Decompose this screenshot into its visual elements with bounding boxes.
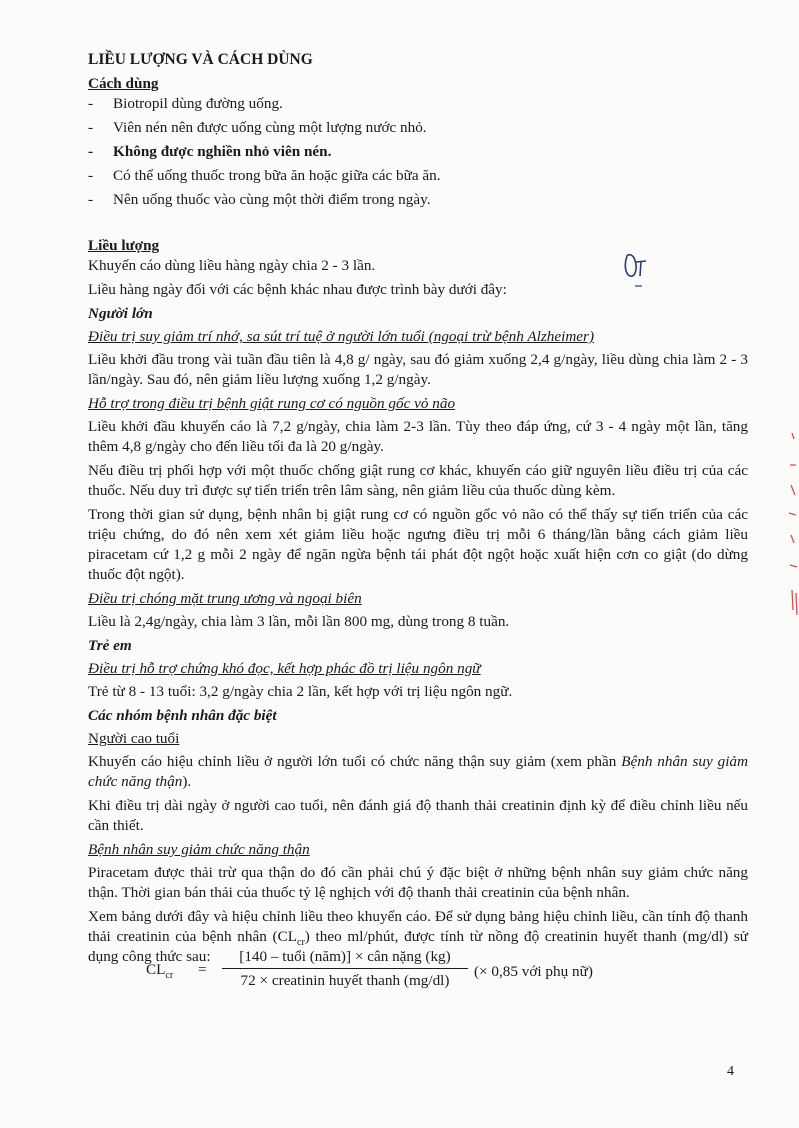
subsection-title: Điều trị suy giảm trí nhớ, sa sút trí tuệ ở người lớn tuổi (ngoại trừ bệnh Alzheimer) — [88, 328, 595, 345]
formula-note: (× 0,85 với phụ nữ) — [474, 963, 593, 980]
handwritten-initials-mark — [622, 250, 652, 294]
paragraph: Nếu điều trị phối hợp với một thuốc chống giật rung cơ khác, khuyến cáo giữ nguyên liều điều trị của các thuốc. Nếu duy trì được sự tiến triển trên lâm sàng, nên giảm liều của thuốc dùng kèm. — [88, 462, 748, 499]
page-title: LIỀU LƯỢNG VÀ CÁCH DÙNG — [88, 51, 313, 68]
cross-reference: Bệnh nhân suy giảm chức năng thận — [88, 753, 748, 790]
text-run: Xem bảng dưới đây và hiệu chỉnh liều theo khuyến cáo. Để sử dụng bảng hiệu chỉnh liều, cần tính độ thanh thải creatinin của bệnh nhân (CL — [88, 908, 748, 945]
formula-symbol: CL — [146, 961, 166, 978]
formula-numerator: [140 – tuổi (năm)] × cân nặng (kg) — [239, 948, 451, 965]
list-item-warning: - Không được nghiền nhỏ viên nén. — [88, 142, 748, 162]
paragraph: Piracetam được thải trừ qua thận do đó cần phải chú ý đặc biệt ở những bệnh nhân suy giảm chức năng thận. Thời gian bán thải của thuốc tỷ lệ nghịch với độ thanh thải creatinin của bệnh nhân. — [88, 864, 748, 901]
formula-fraction — [222, 947, 468, 991]
text-run: ). — [182, 773, 192, 790]
paragraph: Khi điều trị dài ngày ở người cao tuổi, nên đánh giá độ thanh thải creatinin định kỳ để điều chỉnh liều nếu cần thiết. — [88, 797, 748, 834]
usage-list — [88, 94, 748, 210]
list-item: - Viên nén nên được uống cùng một lượng nước nhỏ. — [88, 118, 748, 138]
formula-equals: = — [198, 961, 207, 978]
document-page — [88, 50, 748, 971]
formula-lhs — [146, 960, 173, 980]
section-heading-cach-dung: Cách dùng — [88, 75, 159, 92]
margin-stamp-fragment — [782, 425, 799, 625]
page-number: 4 — [727, 1064, 734, 1079]
subsection-title: Hỗ trợ trong điều trị bệnh giật rung cơ có nguồn gốc vỏ não — [88, 395, 456, 412]
formula-subscript: cr — [165, 970, 174, 982]
section-heading-lieu-luong: Liều lượng — [88, 237, 160, 254]
paragraph: Liều khởi đầu khuyến cáo là 7,2 g/ngày, chia làm 2-3 lần. Tùy theo đáp ứng, cứ 3 - 4 ngày một lần, tăng thêm 4,8 g/ngày cho đến liều tối đa là 20 g/ngày. — [88, 418, 748, 455]
fraction-bar — [222, 968, 468, 969]
subsection-title: Điều trị hỗ trợ chứng khó đọc, kết hợp phác đồ trị liệu ngôn ngữ — [88, 660, 481, 677]
paragraph: Liều khởi đầu trong vài tuần đầu tiên là 4,8 g/ ngày, sau đó giảm xuống 2,4 g/ngày, liều dùng chia làm 2 - 3 lần/ngày. Sau đó, nên giảm liều lượng xuống 1,2 g/ngày. — [88, 351, 748, 388]
paragraph: Liều hàng ngày đối với các bệnh khác nhau được trình bày dưới đây: — [88, 281, 507, 298]
text-run: ) theo ml/phút, được tính từ nồng độ creatinin huyết thanh (mg/dl) sử dụng công thức sau: — [88, 928, 748, 965]
list-item: - Có thể uống thuốc trong bữa ăn hoặc giữa các bữa ăn. — [88, 166, 748, 186]
creatinine-clearance-formula — [146, 947, 746, 997]
section-spacer — [88, 214, 748, 236]
list-item: - Nên uống thuốc vào cùng một thời điểm trong ngày. — [88, 190, 748, 210]
group-heading-children: Trẻ em — [88, 637, 132, 654]
paragraph: Khuyến cáo dùng liều hàng ngày chia 2 - 3 lần. — [88, 257, 376, 274]
group-heading-special: Các nhóm bệnh nhân đặc biệt — [88, 707, 277, 724]
paragraph: Trong thời gian sử dụng, bệnh nhân bị giật rung cơ có nguồn gốc vỏ não có thể thấy sự tiến triển của các triệu chứng, do đó nên xem xét giảm liều hoặc ngưng điều trị mỗi 6 tháng/lần bằng cách giảm liều piracetam cứ 1,2 g mỗi 2 ngày để ngăn ngừa bệnh tái phát đột ngột hoặc xuất hiện cơn co giật (do dừng thuốc đột ngột). — [88, 506, 748, 583]
list-item: - Biotropil dùng đường uống. — [88, 94, 748, 114]
subsection-title: Điều trị chóng mặt trung ương và ngoại biên — [88, 590, 362, 607]
paragraph: Trẻ từ 8 - 13 tuổi: 3,2 g/ngày chia 2 lần, kết hợp với trị liệu ngôn ngữ. — [88, 683, 513, 700]
subsection-title: Bệnh nhân suy giảm chức năng thận — [88, 841, 310, 858]
subscript: cr — [297, 937, 305, 949]
formula-denominator: 72 × creatinin huyết thanh (mg/dl) — [240, 972, 450, 989]
subsection-title: Người cao tuổi — [88, 730, 180, 747]
text-run: Khuyến cáo hiệu chỉnh liều ở người lớn tuổi có chức năng thận suy giảm (xem phần — [88, 753, 622, 770]
group-heading-adults: Người lớn — [88, 305, 153, 322]
paragraph: Liều là 2,4g/ngày, chia làm 3 lần, mỗi lần 800 mg, dùng trong 8 tuần. — [88, 613, 510, 630]
paragraph — [88, 752, 748, 792]
